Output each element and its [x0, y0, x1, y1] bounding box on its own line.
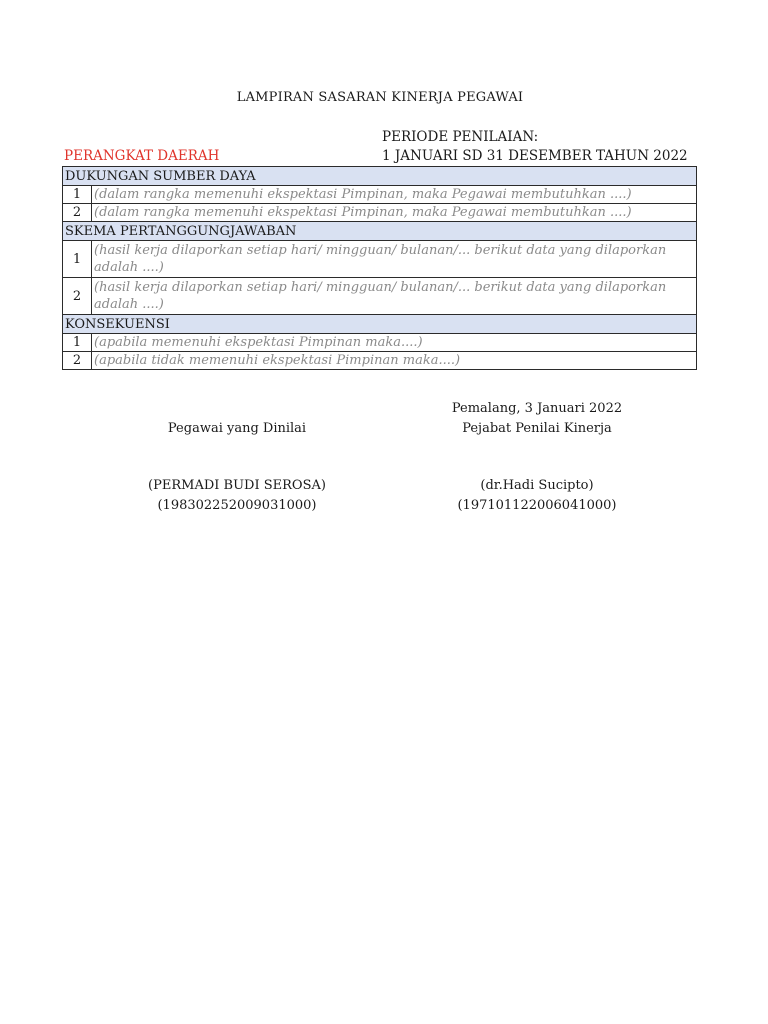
evaluator-role: Pejabat Penilai Kinerja	[462, 421, 612, 436]
section-heading: KONSEKUENSI	[63, 315, 697, 334]
row-note: (dalam rangka memenuhi ekspektasi Pimpinan, maka Pegawai membutuhkan ....)	[92, 186, 697, 204]
section-header-row	[63, 167, 697, 186]
organization-label: PERANGKAT DAERAH	[64, 148, 220, 164]
row-number: 2	[63, 352, 92, 370]
table-row	[63, 352, 697, 370]
table-row	[63, 278, 697, 315]
employee-name: (PERMADI BUDI SEROSA)	[148, 478, 326, 493]
row-number: 2	[63, 278, 92, 315]
row-note: (apabila tidak memenuhi ekspektasi Pimpinan maka....)	[92, 352, 697, 370]
document-title: LAMPIRAN SASARAN KINERJA PEGAWAI	[236, 90, 524, 105]
section-heading: SKEMA PERTANGGUNGJAWABAN	[63, 222, 697, 241]
row-number: 2	[63, 204, 92, 222]
row-note: (dalam rangka memenuhi ekspektasi Pimpinan, maka Pegawai membutuhkan ....)	[92, 204, 697, 222]
period-value: 1 JANUARI SD 31 DESEMBER TAHUN 2022	[382, 148, 688, 164]
section-header-row	[63, 315, 697, 334]
place-date: Pemalang, 3 Januari 2022	[451, 401, 623, 416]
row-number: 1	[63, 241, 92, 278]
evaluator-name: (dr.Hadi Sucipto)	[480, 478, 594, 493]
row-note: (hasil kerja dilaporkan setiap hari/ mingguan/ bulanan/... berikut data yang dilaporkan adalah ....)	[92, 278, 697, 315]
expectations-table	[62, 166, 697, 370]
row-number: 1	[63, 334, 92, 352]
table-row	[63, 186, 697, 204]
row-number: 1	[63, 186, 92, 204]
row-note: (apabila memenuhi ekspektasi Pimpinan maka....)	[92, 334, 697, 352]
table-row	[63, 334, 697, 352]
section-heading: DUKUNGAN SUMBER DAYA	[63, 167, 697, 186]
table-row	[63, 204, 697, 222]
evaluator-nip: (197101122006041000)	[457, 498, 617, 513]
row-note: (hasil kerja dilaporkan setiap hari/ mingguan/ bulanan/... berikut data yang dilaporkan adalah ....)	[92, 241, 697, 278]
section-header-row	[63, 222, 697, 241]
table-row	[63, 241, 697, 278]
employee-nip: (198302252009031000)	[157, 498, 317, 513]
period-label: PERIODE PENILAIAN:	[382, 129, 539, 145]
employee-role: Pegawai yang Dinilai	[167, 421, 307, 436]
